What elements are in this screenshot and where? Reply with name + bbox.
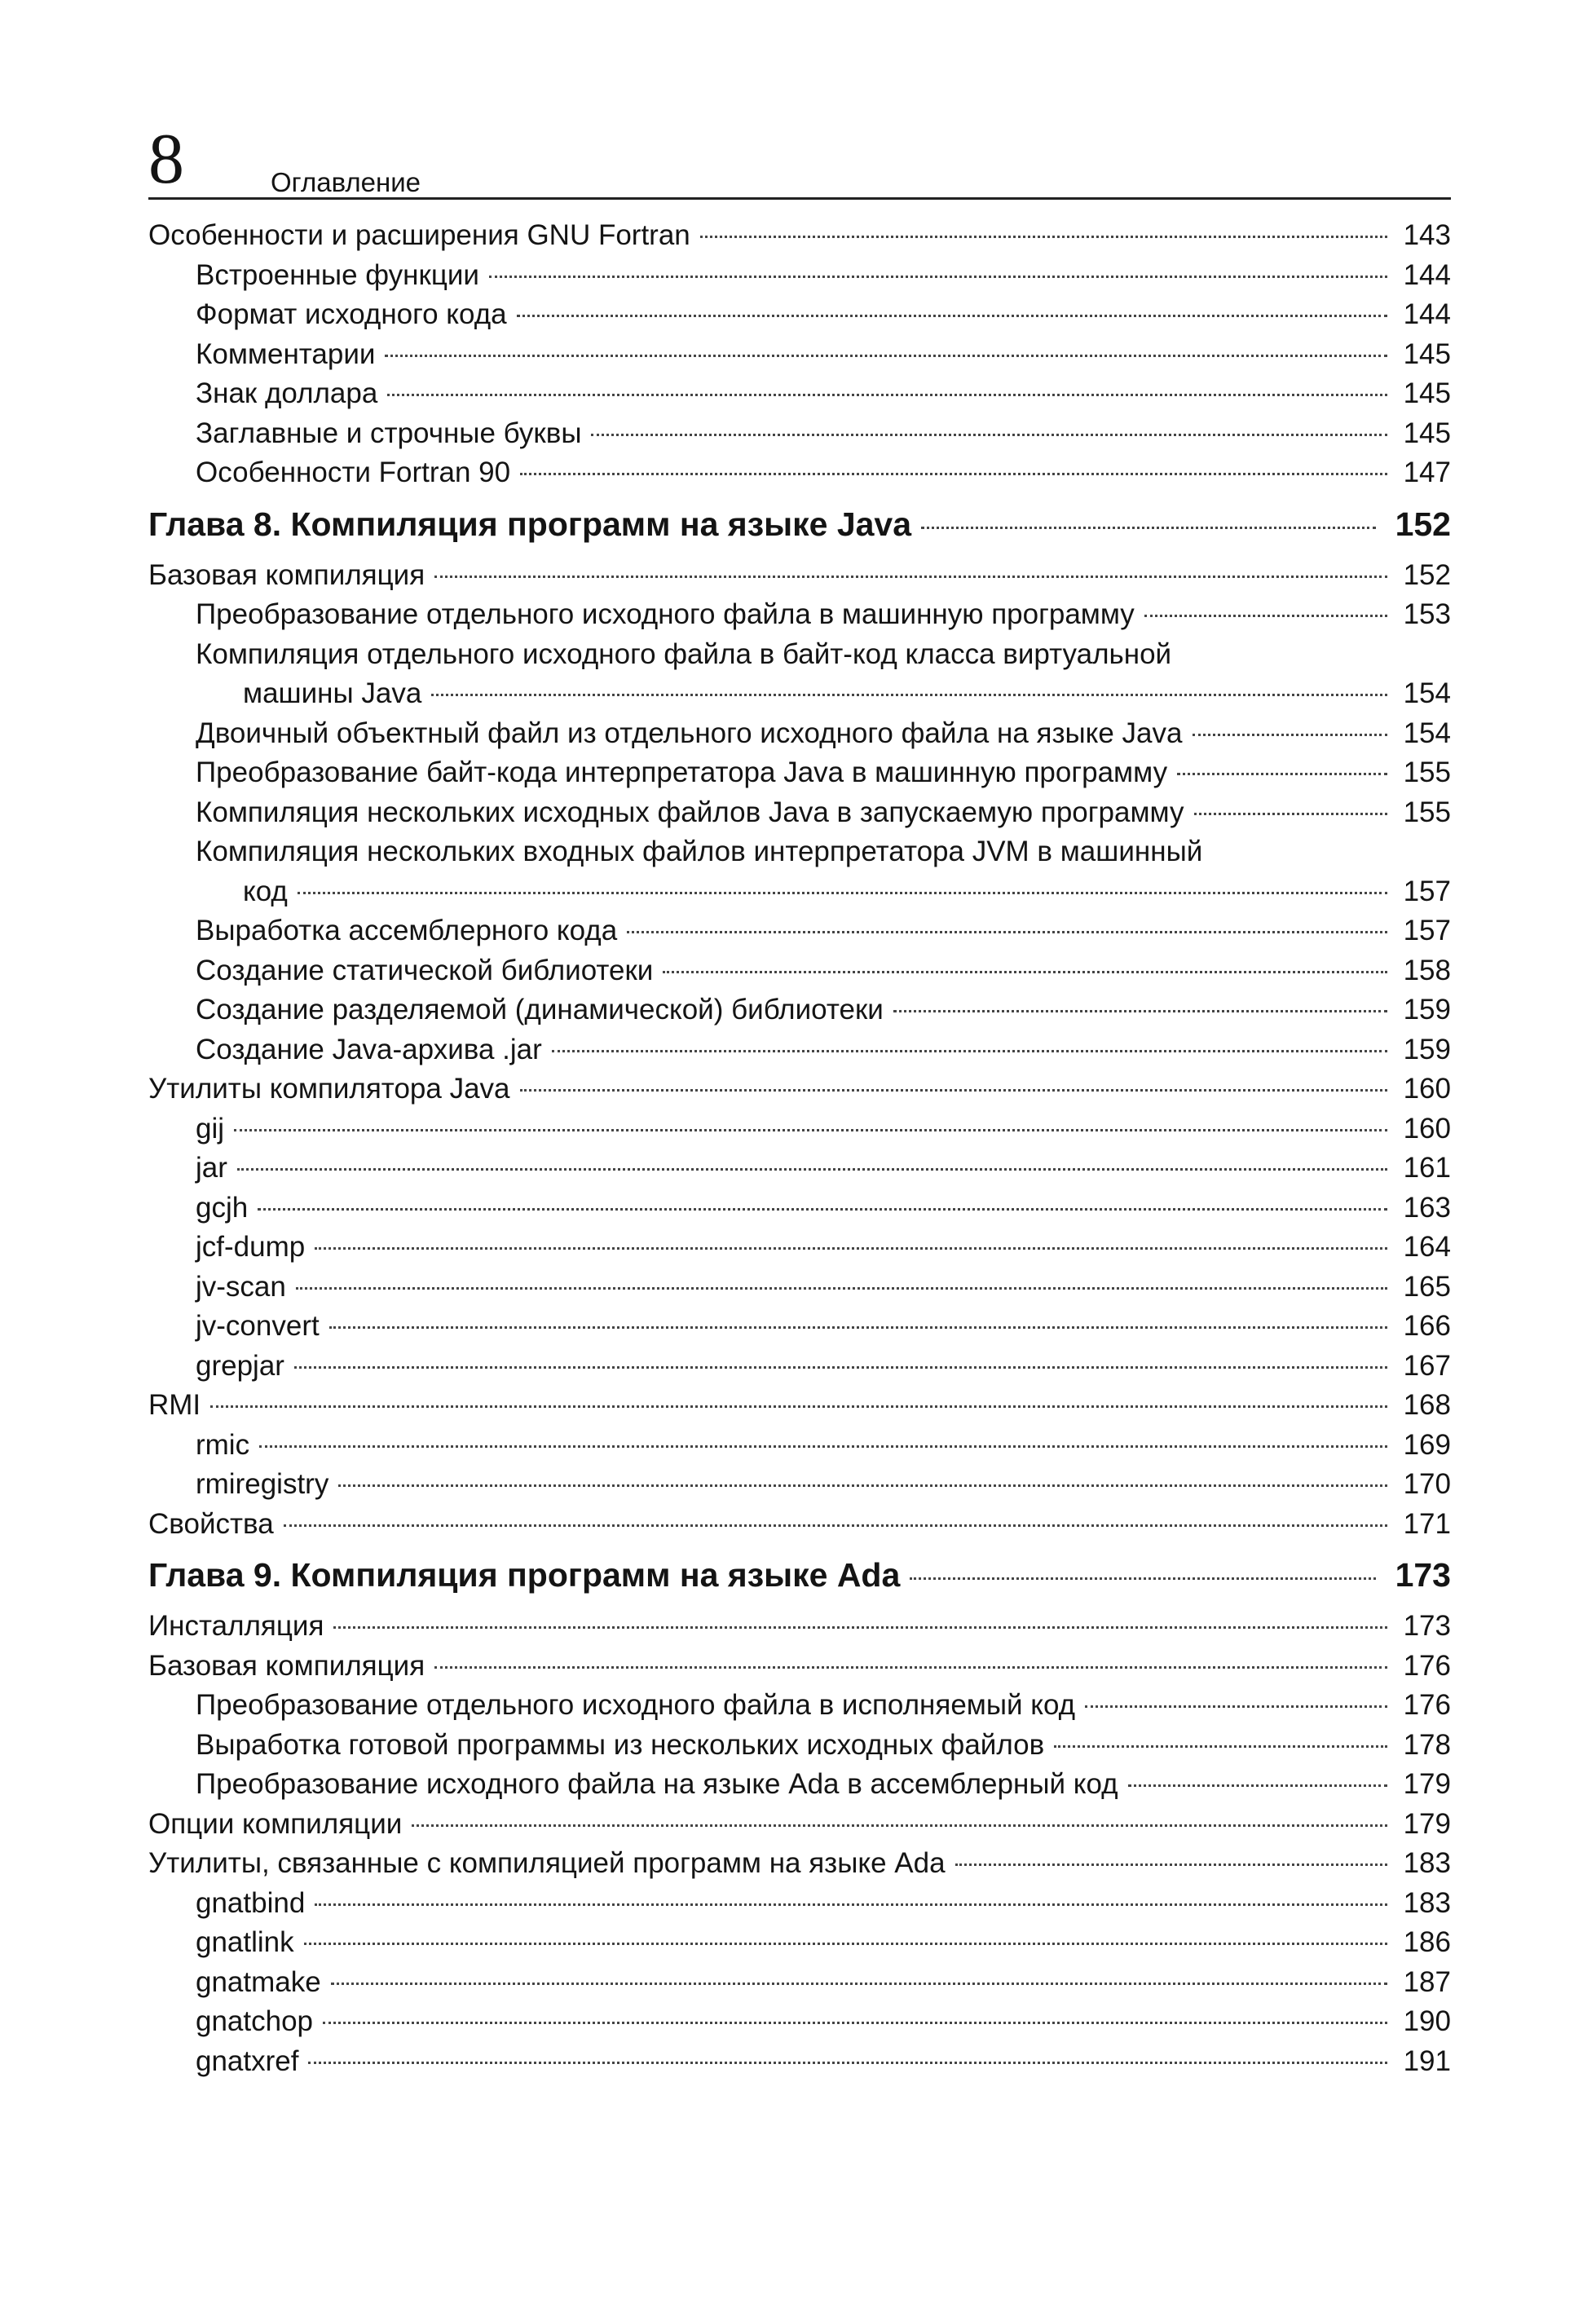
dot-leader [1085, 1705, 1387, 1708]
toc-entry-page: 176 [1403, 1689, 1451, 1721]
dot-leader [338, 1484, 1387, 1487]
toc-entry-title: Утилиты, связанные с компиляцией программ на языке Ada [148, 1847, 946, 1879]
dot-leader [955, 1863, 1387, 1866]
dot-leader [315, 1903, 1387, 1906]
toc-entry-continuation [196, 872, 1451, 912]
toc-entry-page: 152 [1395, 505, 1451, 543]
toc-subentry [148, 1465, 1451, 1505]
toc-subentry [148, 1963, 1451, 2003]
toc-entry-page: 158 [1403, 954, 1451, 986]
toc-entry-title: rmiregistry [196, 1468, 329, 1500]
toc-entry [148, 1647, 1451, 1687]
toc-entry-page: 191 [1403, 2044, 1451, 2077]
toc-entry [148, 1505, 1451, 1545]
toc-entry-page: 183 [1403, 1886, 1451, 1919]
dot-leader [284, 1524, 1387, 1527]
toc-entry-title: Глава 9. Компиляция программ на языке Ada [148, 1556, 901, 1594]
toc-entry-page: 144 [1403, 258, 1451, 291]
dot-leader [520, 1089, 1388, 1092]
table-of-contents [148, 216, 1451, 2081]
toc-subentry [148, 256, 1451, 296]
toc-entry [148, 556, 1451, 596]
toc-entry-page: 168 [1403, 1389, 1451, 1421]
toc-entry-page: 179 [1403, 1768, 1451, 1800]
toc-entry-page: 143 [1403, 219, 1451, 251]
dot-leader [308, 2062, 1387, 2064]
toc-entry-page: 147 [1403, 457, 1451, 488]
toc-entry-title: Базовая компиляция [148, 1649, 425, 1682]
toc-entry-title: Преобразование отдельного исходного файла в исполняемый код [196, 1689, 1076, 1721]
toc-entry-title: jar [196, 1152, 227, 1184]
toc-subentry [148, 1109, 1451, 1149]
toc-entry-title: Особенности Fortran 90 [196, 457, 511, 488]
toc-entry-title: gnatxref [196, 2044, 299, 2077]
toc-entry-title: Опции компиляции [148, 1807, 403, 1840]
toc-subentry [148, 1347, 1451, 1387]
toc-subentry [148, 374, 1451, 414]
toc-entry-page: 160 [1403, 1112, 1451, 1145]
toc-chapter-heading [148, 1547, 1451, 1603]
toc-entry-title: rmic [196, 1428, 250, 1461]
toc-entry [148, 216, 1451, 256]
toc-entry-page: 145 [1403, 337, 1451, 370]
toc-subentry [148, 951, 1451, 991]
toc-entry-title: Преобразование исходного файла на языке Ada в ассемблерный код [196, 1768, 1118, 1800]
toc-entry-page: 159 [1403, 1033, 1451, 1065]
toc-subentry [148, 1228, 1451, 1268]
toc-subentry [148, 1030, 1451, 1070]
toc-entry-title: Инсталляция [148, 1610, 324, 1642]
toc-subentry [148, 335, 1451, 375]
toc-subentry [148, 753, 1451, 793]
dot-leader [323, 2022, 1387, 2024]
running-title: Оглавление [271, 167, 421, 197]
toc-chapter-heading [148, 496, 1451, 553]
toc-entry-page: 179 [1403, 1807, 1451, 1840]
toc-entry-continuation [196, 674, 1451, 714]
running-head [148, 122, 1451, 200]
toc-subentry [148, 911, 1451, 951]
toc-entry-title: gcjh [196, 1191, 249, 1224]
toc-subentry [148, 1726, 1451, 1766]
toc-entry-page: 166 [1403, 1310, 1451, 1342]
toc-entry-title: Знак доллара [196, 377, 378, 409]
toc-entry-title: jcf-dump [196, 1231, 306, 1263]
dot-leader [627, 931, 1387, 933]
toc-subentry [148, 1268, 1451, 1308]
toc-entry-title: grepjar [196, 1349, 284, 1382]
toc-entry-title: Встроенные функции [196, 258, 479, 291]
toc-subentry [148, 793, 1451, 833]
dot-leader [663, 971, 1387, 973]
toc-entry-title: Создание статической библиотеки [196, 954, 654, 986]
dot-leader [237, 1168, 1387, 1171]
book-page [148, 122, 1451, 2081]
dot-leader [315, 1247, 1387, 1250]
toc-entry-title: gnatchop [196, 2005, 314, 2037]
toc-entry-page: 165 [1403, 1270, 1451, 1303]
toc-entry-title: Утилиты компилятора Java [148, 1073, 510, 1105]
toc-entry-page: 183 [1403, 1847, 1451, 1879]
toc-entry-title: jv-convert [196, 1310, 320, 1342]
dot-leader [1194, 813, 1388, 815]
toc-entry-page: 161 [1403, 1152, 1451, 1184]
toc-entry-title: Создание Java-архива .jar [196, 1033, 542, 1065]
dot-leader [333, 1626, 1387, 1629]
toc-entry-page: 178 [1403, 1728, 1451, 1761]
dot-leader [1193, 734, 1388, 736]
toc-entry-title: Комментарии [196, 337, 376, 370]
dot-leader [259, 1445, 1387, 1448]
toc-entry-page: 171 [1403, 1507, 1451, 1540]
toc-entry-page: 159 [1403, 994, 1451, 1025]
dot-leader [1054, 1745, 1387, 1748]
dot-leader [520, 473, 1387, 475]
toc-entry-page: 154 [1403, 677, 1451, 709]
toc-subentry [148, 1307, 1451, 1347]
toc-entry-title: Компиляция нескольких исходных файлов Java в запускаемую программу [196, 796, 1184, 828]
dot-leader [234, 1129, 1387, 1131]
toc-entry-page: 190 [1403, 2005, 1451, 2037]
toc-entry-page: 167 [1403, 1349, 1451, 1382]
toc-entry-page: 186 [1403, 1926, 1451, 1958]
toc-entry-page: 176 [1403, 1649, 1451, 1682]
dot-leader [921, 527, 1376, 529]
dot-leader [700, 236, 1387, 238]
dot-leader [1144, 615, 1387, 617]
toc-entry-title: RMI [148, 1389, 201, 1421]
toc-subentry [148, 1189, 1451, 1228]
toc-entry-page: 155 [1403, 756, 1451, 788]
toc-entry-page: 157 [1403, 915, 1451, 946]
toc-subentry [148, 1149, 1451, 1189]
toc-entry-title: Заглавные и строчные буквы [196, 417, 582, 449]
toc-subentry [148, 414, 1451, 454]
toc-entry-title-line1: Компиляция нескольких входных файлов интерпретатора JVM в машинный [196, 836, 1203, 867]
page-number: 8 [148, 120, 184, 199]
toc-entry-page: 173 [1403, 1610, 1451, 1642]
toc-entry [148, 1607, 1451, 1647]
dot-leader [258, 1208, 1387, 1211]
dot-leader [1177, 773, 1387, 775]
toc-entry-page: 164 [1403, 1231, 1451, 1263]
toc-entry-page: 144 [1403, 298, 1451, 330]
dot-leader [294, 1366, 1387, 1369]
toc-entry-title: Преобразование байт-кода интерпретатора Java в машинную программу [196, 756, 1168, 788]
dot-leader [591, 434, 1387, 436]
dot-leader [331, 1983, 1387, 1985]
toc-entry-wrapped [148, 832, 1451, 911]
toc-entry [148, 1070, 1451, 1109]
toc-entry-page: 145 [1403, 377, 1451, 409]
dot-leader [385, 355, 1387, 357]
toc-entry-title: Двоичный объектный файл из отдельного исходного файла на языке Java [196, 717, 1183, 749]
toc-entry-title: Выработка готовой программы из нескольких исходных файлов [196, 1728, 1045, 1761]
toc-entry-page: 155 [1403, 796, 1451, 828]
toc-entry-title: Выработка ассемблерного кода [196, 915, 618, 946]
dot-leader [434, 576, 1387, 578]
toc-subentry [148, 1686, 1451, 1726]
dot-leader [893, 1010, 1387, 1012]
dot-leader [1128, 1784, 1387, 1787]
toc-entry-page: 170 [1403, 1468, 1451, 1500]
toc-subentry [148, 714, 1451, 754]
toc-subentry [148, 990, 1451, 1030]
toc-entry-page: 187 [1403, 1965, 1451, 1998]
dot-leader [552, 1050, 1387, 1052]
toc-subentry [148, 1765, 1451, 1805]
toc-entry-title: jv-scan [196, 1270, 286, 1303]
toc-entry-page: 154 [1403, 717, 1451, 749]
dot-leader [304, 1943, 1387, 1945]
dot-leader [434, 1666, 1387, 1669]
toc-subentry [148, 1884, 1451, 1924]
toc-entry-title: gij [196, 1112, 225, 1145]
toc-entry [148, 1386, 1451, 1426]
dot-leader [910, 1577, 1376, 1580]
dot-leader [296, 1287, 1387, 1290]
toc-entry-title: Глава 8. Компиляция программ на языке Java [148, 505, 912, 543]
toc-entry-title: Свойства [148, 1507, 274, 1540]
toc-subentry [148, 2002, 1451, 2042]
toc-entry-page: 152 [1403, 558, 1451, 591]
toc-subentry [148, 1426, 1451, 1466]
toc-entry-title: Особенности и расширения GNU Fortran [148, 219, 690, 251]
toc-entry-page: 160 [1403, 1073, 1451, 1105]
toc-entry-page: 163 [1403, 1191, 1451, 1224]
dot-leader [517, 315, 1387, 317]
dot-leader [412, 1824, 1387, 1827]
toc-entry-page: 169 [1403, 1428, 1451, 1461]
toc-entry-title-line2: машины Java [243, 677, 422, 709]
dot-leader [329, 1326, 1387, 1329]
dot-leader [489, 276, 1387, 278]
dot-leader [387, 394, 1387, 396]
toc-entry-title: Создание разделяемой (динамической) библиотеки [196, 994, 884, 1025]
toc-subentry [148, 295, 1451, 335]
toc-entry-page: 173 [1395, 1556, 1451, 1594]
dot-leader [431, 694, 1387, 696]
toc-subentry [148, 2042, 1451, 2082]
toc-subentry [148, 1923, 1451, 1963]
toc-entry [148, 1805, 1451, 1845]
toc-entry-title: gnatmake [196, 1965, 321, 1998]
toc-entry [148, 1844, 1451, 1884]
toc-entry-page: 145 [1403, 417, 1451, 449]
toc-entry-title: gnatlink [196, 1926, 294, 1958]
toc-entry-title: Базовая компиляция [148, 558, 425, 591]
toc-entry-title: Преобразование отдельного исходного файла в машинную программу [196, 598, 1135, 630]
dot-leader [298, 892, 1387, 894]
toc-subentry [148, 595, 1451, 635]
toc-entry-title-line1: Компиляция отдельного исходного файла в байт-код класса виртуальной [196, 637, 1172, 670]
toc-entry-wrapped [148, 635, 1451, 714]
toc-entry-title: gnatbind [196, 1886, 306, 1919]
toc-subentry [148, 453, 1451, 493]
toc-entry-page: 157 [1403, 875, 1451, 907]
toc-entry-page: 153 [1403, 598, 1451, 630]
dot-leader [210, 1405, 1387, 1408]
toc-entry-title-line2: код [243, 875, 288, 907]
toc-entry-title: Формат исходного кода [196, 298, 507, 330]
